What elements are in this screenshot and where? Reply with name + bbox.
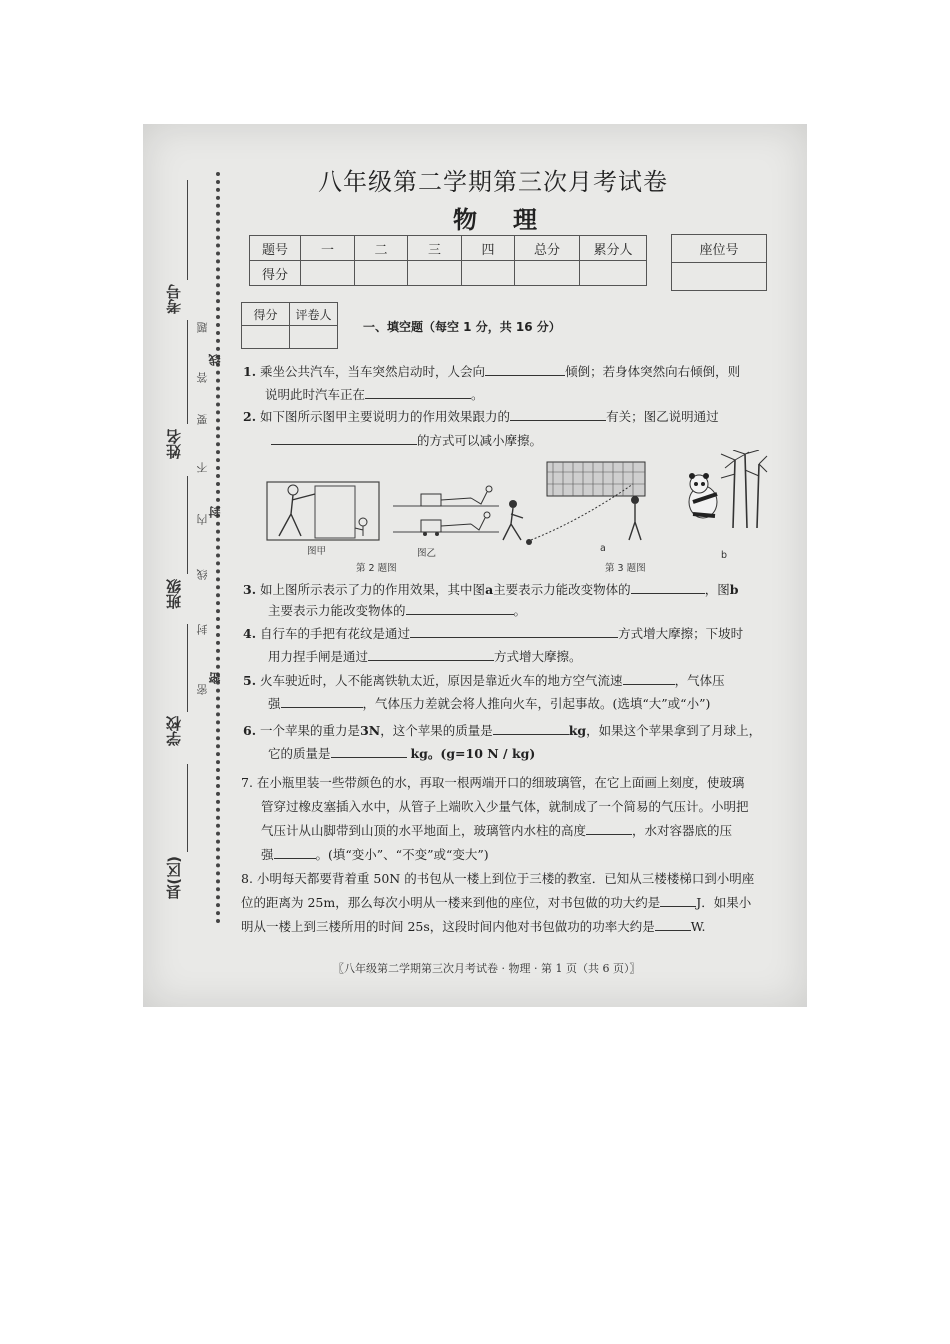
grader-table bbox=[241, 302, 338, 349]
question-5-line-1 bbox=[243, 670, 725, 692]
seal-word: 答 bbox=[196, 372, 209, 383]
figure-b-label: b bbox=[721, 550, 728, 561]
question-text: 。(填“变小”、“不变”或“变大”) bbox=[315, 847, 489, 862]
exam-no-line bbox=[187, 180, 188, 280]
figure-a-soccer-goal bbox=[501, 460, 651, 550]
question-6-line-1 bbox=[243, 720, 761, 742]
question-text: ，水对容器底的压 bbox=[632, 823, 733, 838]
grader-score-label: 得分 bbox=[242, 303, 290, 326]
question-number: 6. bbox=[243, 723, 257, 738]
figure-3-caption: 第 3 题图 bbox=[605, 563, 646, 574]
question-text: ，气体压力差就会将人推向火车，引起事故。(选填“大”或“小”) bbox=[362, 696, 711, 711]
question-text: 火车驶近时，人不能离铁轨太近，原因是靠近火车的地方空气流速 bbox=[260, 673, 623, 688]
question-text: 。 bbox=[471, 387, 484, 402]
score-cell[interactable] bbox=[301, 261, 355, 286]
question-text: 用力捏手闸是通过 bbox=[268, 649, 369, 664]
figure-yi-box-pull bbox=[391, 482, 501, 540]
question-4-line-1 bbox=[243, 623, 743, 645]
answer-blank[interactable] bbox=[493, 720, 569, 735]
figure-jia-label: 图甲 bbox=[307, 546, 327, 557]
question-number: 4. bbox=[243, 626, 257, 641]
seal-word: 密 bbox=[196, 684, 209, 695]
grader-name-cell[interactable] bbox=[290, 326, 338, 349]
question-text: ，如果这个苹果拿到了月球上， bbox=[586, 723, 762, 738]
figure-yi-label: 图乙 bbox=[417, 548, 437, 559]
score-cell[interactable] bbox=[580, 261, 647, 286]
question-text: 主要表示力能改变物体的 bbox=[268, 603, 406, 618]
figure-b-panda-bamboo bbox=[673, 450, 768, 530]
answer-blank[interactable] bbox=[271, 430, 417, 445]
question-1-line-2 bbox=[265, 384, 484, 406]
question-3-line-1 bbox=[243, 579, 738, 601]
name-line bbox=[187, 320, 188, 424]
question-text: 说明此时汽车正在 bbox=[265, 387, 366, 402]
score-header-cell: 总分 bbox=[515, 236, 580, 261]
exam-no-label: 考号 bbox=[165, 284, 183, 314]
score-row-label: 得分 bbox=[250, 261, 301, 286]
question-2-line-2 bbox=[271, 430, 542, 452]
answer-blank[interactable] bbox=[660, 892, 696, 907]
page-footer: 〖八年级第二学期第三次月考试卷 · 物理 · 第 1 页（共 6 页）〗 bbox=[333, 962, 641, 975]
school-label: 学校 bbox=[165, 716, 183, 746]
county-label: 县(区) bbox=[165, 856, 183, 900]
question-7-line-2: 管穿过橡皮塞插入水中，从管子上端吹入少量气体，就制成了一个简易的气压计。小明把 bbox=[261, 799, 749, 814]
score-header-cell: 二 bbox=[355, 236, 408, 261]
binding-margin bbox=[143, 124, 238, 1007]
seal-word: 不 bbox=[196, 462, 209, 473]
question-text: 强 bbox=[261, 847, 274, 862]
exam-title: 八年级第二学期第三次月考试卷 bbox=[318, 168, 668, 196]
question-text: 强 bbox=[268, 696, 281, 711]
seat-label: 座位号 bbox=[672, 235, 767, 263]
question-7-line-1: 7. 在小瓶里装一些带颜色的水，再取一根两端开口的细玻璃管，在它上面画上刻度，使玻璃 bbox=[241, 775, 745, 790]
answer-blank[interactable] bbox=[586, 820, 632, 835]
answer-blank[interactable] bbox=[274, 844, 316, 859]
county-line bbox=[187, 764, 188, 852]
question-2-line-1 bbox=[243, 406, 719, 428]
question-5-line-2 bbox=[268, 693, 710, 715]
question-8-line-3 bbox=[241, 916, 705, 938]
score-cell[interactable] bbox=[408, 261, 462, 286]
answer-blank[interactable] bbox=[410, 623, 618, 638]
school-line bbox=[187, 624, 188, 712]
question-text: 气压计从山脚带到山顶的水平地面上，玻璃管内水柱的高度 bbox=[261, 823, 587, 838]
section-title: 一、填空题（每空 1 分，共 16 分） bbox=[363, 320, 561, 334]
question-1-line-1 bbox=[243, 361, 740, 383]
answer-blank[interactable] bbox=[631, 579, 705, 594]
question-6-line-2 bbox=[268, 743, 535, 765]
seat-cell[interactable] bbox=[672, 263, 767, 291]
figure-a-label: a bbox=[600, 543, 606, 554]
question-text: 它的质量是 bbox=[268, 746, 331, 761]
question-text: 。(g=10 N / kg) bbox=[427, 746, 536, 761]
answer-blank[interactable] bbox=[365, 384, 471, 399]
answer-blank[interactable] bbox=[406, 600, 514, 615]
question-text: 的方式可以减小摩擦。 bbox=[417, 433, 543, 448]
question-number: 2. bbox=[243, 409, 257, 424]
figure-jia-door-push bbox=[265, 478, 383, 544]
seal-word: 要 bbox=[196, 414, 209, 425]
question-text: ，这个苹果的质量是 bbox=[380, 723, 493, 738]
figure-2-caption: 第 2 题图 bbox=[356, 563, 397, 574]
question-number: 3. bbox=[243, 582, 257, 597]
question-text: 有关；图乙说明通过 bbox=[606, 409, 719, 424]
subject-title: 物理 bbox=[453, 205, 573, 234]
score-header-cell: 累分人 bbox=[580, 236, 647, 261]
question-text: J．如果小 bbox=[696, 895, 752, 910]
question-text: 倾倒；若身体突然向右倾倒，则 bbox=[565, 364, 741, 379]
question-7-line-4 bbox=[261, 844, 489, 866]
question-text: b bbox=[729, 582, 739, 597]
seal-word: 内 bbox=[196, 514, 209, 525]
question-8-line-1: 8. 小明每天都要背着重 50N 的书包从一楼上到位于三楼的教室．已知从三楼楼梯口到小明座 bbox=[241, 871, 755, 886]
seal-feng-char: 封 bbox=[208, 506, 222, 518]
seal-dotted-line bbox=[216, 172, 220, 924]
score-header-cell: 题号 bbox=[250, 236, 301, 261]
seal-word: 封 bbox=[196, 624, 209, 635]
name-label: 姓名 bbox=[165, 429, 183, 459]
question-text: ，气体压 bbox=[674, 673, 725, 688]
question-3-line-2 bbox=[268, 600, 526, 622]
answer-blank[interactable] bbox=[485, 361, 565, 376]
question-text: 方式增大摩擦；下坡时 bbox=[618, 626, 744, 641]
class-line bbox=[187, 476, 188, 574]
seal-word: 题 bbox=[196, 322, 209, 333]
score-header-cell: 三 bbox=[408, 236, 462, 261]
question-number: 5. bbox=[243, 673, 257, 688]
class-label: 班级 bbox=[165, 579, 183, 609]
seal-line-char: 线 bbox=[208, 354, 222, 366]
score-table bbox=[249, 235, 647, 286]
answer-blank[interactable] bbox=[368, 646, 494, 661]
question-text: W. bbox=[690, 919, 706, 934]
answer-blank[interactable] bbox=[510, 406, 606, 421]
question-text: 方式增大摩擦。 bbox=[494, 649, 582, 664]
question-text: ，图 bbox=[704, 582, 730, 597]
question-text: 如上图所示表示了力的作用效果，其中图 bbox=[260, 582, 486, 597]
grader-score-cell[interactable] bbox=[242, 326, 290, 349]
score-cell[interactable] bbox=[515, 261, 580, 286]
seat-table bbox=[671, 234, 767, 291]
question-text: 一个苹果的重力是 bbox=[260, 723, 361, 738]
answer-blank[interactable] bbox=[331, 743, 407, 758]
answer-blank[interactable] bbox=[623, 670, 675, 685]
exam-page-scan bbox=[143, 124, 807, 1007]
question-text: 主要表示力能改变物体的 bbox=[493, 582, 631, 597]
question-unit: kg bbox=[568, 723, 587, 738]
question-text: 。 bbox=[513, 603, 527, 618]
grader-name-label: 评卷人 bbox=[290, 303, 338, 326]
question-text: 如下图所示图甲主要说明力的作用效果跟力的 bbox=[260, 409, 511, 424]
question-text: 乘坐公共汽车，当车突然启动时，人会向 bbox=[260, 364, 486, 379]
question-number: 1. bbox=[243, 364, 257, 379]
question-text: 明从一楼上到三楼所用的时间 25s，这段时间内他对书包做功的功率大约是 bbox=[241, 919, 655, 934]
score-header-cell: 四 bbox=[462, 236, 515, 261]
question-text: 自行车的手把有花纹是通过 bbox=[260, 626, 411, 641]
question-text: a bbox=[485, 582, 494, 597]
seal-mi-char: 密 bbox=[208, 672, 222, 684]
question-text: 位的距离为 25m，那么每次小明从一楼来到他的座位，对书包做的功大约是 bbox=[241, 895, 661, 910]
answer-blank[interactable] bbox=[281, 693, 363, 708]
question-8-line-2 bbox=[241, 892, 751, 914]
question-unit: kg bbox=[410, 746, 428, 761]
question-7-line-3 bbox=[261, 820, 732, 842]
question-4-line-2 bbox=[268, 646, 582, 668]
score-cell[interactable] bbox=[355, 261, 408, 286]
answer-blank[interactable] bbox=[655, 916, 691, 931]
score-header-cell: 一 bbox=[301, 236, 355, 261]
question-text: 3N bbox=[360, 723, 381, 738]
seal-word: 线 bbox=[196, 569, 209, 580]
score-cell[interactable] bbox=[462, 261, 515, 286]
